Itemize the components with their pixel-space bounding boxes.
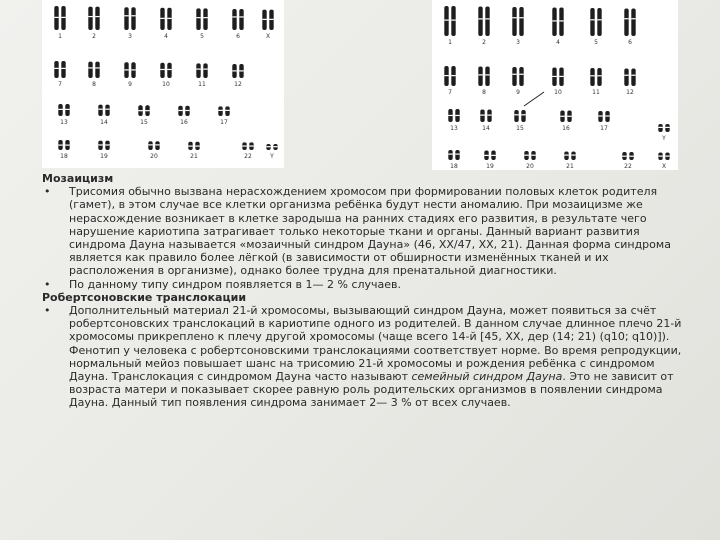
chromosome-pair (448, 150, 459, 160)
chromosome-pair (524, 151, 535, 160)
chromosome-pair (564, 152, 575, 161)
chromosome-pair (598, 111, 609, 122)
chromosome-pair (444, 6, 455, 36)
chromosome-pair (658, 153, 669, 161)
chromosome-pair (88, 62, 99, 78)
chromosome-pair (138, 105, 149, 116)
chromosome-pair (88, 7, 99, 30)
chromosome-pair (160, 63, 171, 78)
karyotype-image-right (432, 0, 678, 170)
chromosome-pair (160, 8, 171, 30)
chromosome-label: 13 (60, 119, 68, 126)
chromosome-label: 2 (482, 39, 486, 46)
chromosome-pair (196, 8, 207, 30)
robertson-paragraph-text-1: Дополнительный материал 21-й хромосомы, вызывающий синдром Дауна, может появиться за счёт робертсоновских транслокаций в кариотипе одного из родителей. В данном случае длинное плечо 21-й хромосомы прикреплено к плечу другой хромосомы (чаще всего 14-й [45, XX, дер (14; 21) (q10; q10)]). Фенотип у человека с робертсоновскими транслокациями соответствует норме. Во время репродукции, нормальный мейоз повышает шанс на трисомию 21-й хромосомы и рождения ребёнка с синдромом Дауна. Транслокация с синдромом Дауна часто называют (69, 304, 682, 384)
karyotype-left-figure (42, 0, 284, 168)
karyotype-right-figure (432, 0, 678, 170)
chromosome-pair (242, 142, 253, 150)
chromosome-pair (218, 106, 229, 116)
mosaicism-frequency-text: По данному типу синдром появляется в 1— 2 % случаев. (69, 277, 402, 291)
chromosome-pair (478, 67, 489, 87)
chromosome-label: X (661, 163, 667, 170)
chromosome-label: 13 (450, 125, 458, 132)
chromosome-label: 8 (482, 89, 486, 96)
chromosome-label: 20 (526, 163, 534, 170)
chromosome-label: 1 (58, 33, 62, 40)
chromosome-label: 21 (190, 153, 198, 160)
bullet-marker: • (44, 304, 51, 318)
chromosome-label: 12 (234, 81, 242, 88)
chromosome-label: 17 (220, 119, 228, 126)
chromosome-label: 11 (198, 81, 206, 88)
familial-down-syndrome-term: семейный синдром Дауна (411, 370, 563, 384)
robertson-paragraph-text-2: . Это не зависит от возраста матери и показывает скорее равную роль родительских организмов в появлении синдрома Дауна. Данный тип появления синдрома занимает 2— 3 % от всех случаев. (69, 370, 674, 410)
chromosome-label: 5 (594, 39, 598, 46)
document-text (42, 172, 682, 410)
chromosome-label: 14 (482, 125, 490, 132)
chromosome-label: 11 (592, 89, 600, 96)
chromosome-pair (124, 62, 135, 78)
chromosome-label: 10 (162, 81, 170, 88)
chromosome-pair (624, 69, 635, 87)
chromosome-label: 22 (624, 163, 632, 170)
chromosome-label: 14 (100, 119, 108, 126)
chromosome-label: 8 (92, 81, 96, 88)
chromosome-label: 7 (448, 89, 452, 96)
chromosome-pair (54, 6, 65, 30)
chromosome-pair (448, 109, 459, 122)
robertson-heading: Робертсоновские транслокации (42, 290, 247, 304)
chromosome-label: 18 (60, 153, 68, 160)
chromosome-pair (478, 7, 489, 37)
chromosome-label: 1 (448, 39, 452, 46)
chromosome-label: 4 (556, 39, 560, 46)
chromosome-pair (552, 68, 563, 87)
chromosome-label: 10 (554, 89, 562, 96)
chromosome-pair (622, 152, 633, 160)
chromosome-pair (560, 111, 571, 123)
chromosome-label: 2 (92, 33, 96, 40)
chromosome-label: 20 (150, 153, 158, 160)
mosaicism-frequency (42, 278, 682, 291)
chromosome-pair (188, 142, 199, 150)
chromosome-label: 9 (516, 89, 520, 96)
chromosome-pair (480, 110, 491, 123)
chromosome-label: 21 (566, 163, 574, 170)
chromosome-pair (266, 144, 277, 150)
chromosome-pair (658, 124, 669, 132)
chromosome-label: 19 (100, 153, 108, 160)
chromosome-label: 17 (600, 125, 608, 132)
chromosome-label: 18 (450, 163, 458, 170)
chromosome-pair (178, 106, 189, 116)
chromosome-pair (512, 7, 523, 36)
chromosome-pair (148, 141, 159, 150)
chromosome-label: 19 (486, 163, 494, 170)
chromosome-pair (58, 140, 69, 150)
mosaicism-heading: Мозаицизм (42, 172, 114, 185)
chromosome-label: 4 (164, 33, 168, 40)
mosaicism-paragraph (42, 185, 682, 277)
chromosome-label: 9 (128, 81, 132, 88)
mosaicism-paragraph-text: Трисомия обычно вызвана нерасхождением хромосом при формировании половых клеток родителя (гамет), в этом случае все клетки организма ребёнка будут нести аномалию. При мозаицизме же нерасхождение возникает в клетке зародыша на ранних стадиях его развития, в результате чего нарушение кариотипа затрагивает только некоторые ткани и органы. Данный вариант развития синдрома Дауна называется «мозаичный синдром Дауна» (46, XX/47, XX, 21). Данная форма синдрома является как правило более лёгкой (в зависимости от обширности изменённых тканей и их расположения в организме), однако более трудна для пренатальной диагностики. (69, 185, 671, 278)
chromosome-pair (514, 110, 525, 122)
chromosome-pair (232, 9, 243, 30)
chromosome-pair (262, 10, 273, 30)
chromosome-pair (484, 151, 495, 161)
pointer-arrow-icon (524, 92, 544, 106)
chromosome-pair (590, 8, 601, 36)
chromosome-pair (624, 9, 635, 37)
chromosome-pair (98, 141, 109, 150)
chromosome-pair (54, 61, 65, 78)
chromosome-pair (124, 7, 135, 30)
chromosome-label: 3 (128, 33, 132, 40)
chromosome-pair (590, 68, 601, 86)
chromosome-label: 16 (180, 119, 188, 126)
chromosome-label: 7 (58, 81, 62, 88)
chromosome-label: 3 (516, 39, 520, 46)
chromosome-label: 16 (562, 125, 570, 132)
chromosome-pair (512, 67, 523, 86)
chromosome-pair (232, 64, 243, 78)
chromosome-pair (58, 104, 69, 116)
chromosome-label: 15 (516, 125, 524, 132)
bullet-marker: • (44, 277, 51, 291)
chromosome-label: X (265, 33, 271, 40)
chromosome-label: 5 (200, 33, 204, 40)
chromosome-label: 22 (244, 153, 252, 160)
chromosome-label: Y (270, 153, 274, 160)
chromosome-label: 6 (236, 33, 240, 40)
chromosome-pair (552, 8, 563, 37)
robertson-paragraph (42, 304, 682, 410)
chromosome-label: 12 (626, 89, 634, 96)
karyotype-image-left (42, 0, 284, 168)
chromosome-pair (98, 105, 109, 116)
chromosome-label: Y (662, 135, 666, 142)
chromosome-label: 15 (140, 119, 148, 126)
chromosome-label: 6 (628, 39, 632, 46)
chromosome-pair (444, 66, 455, 86)
chromosome-pair (196, 63, 207, 78)
bullet-marker: • (44, 185, 51, 199)
